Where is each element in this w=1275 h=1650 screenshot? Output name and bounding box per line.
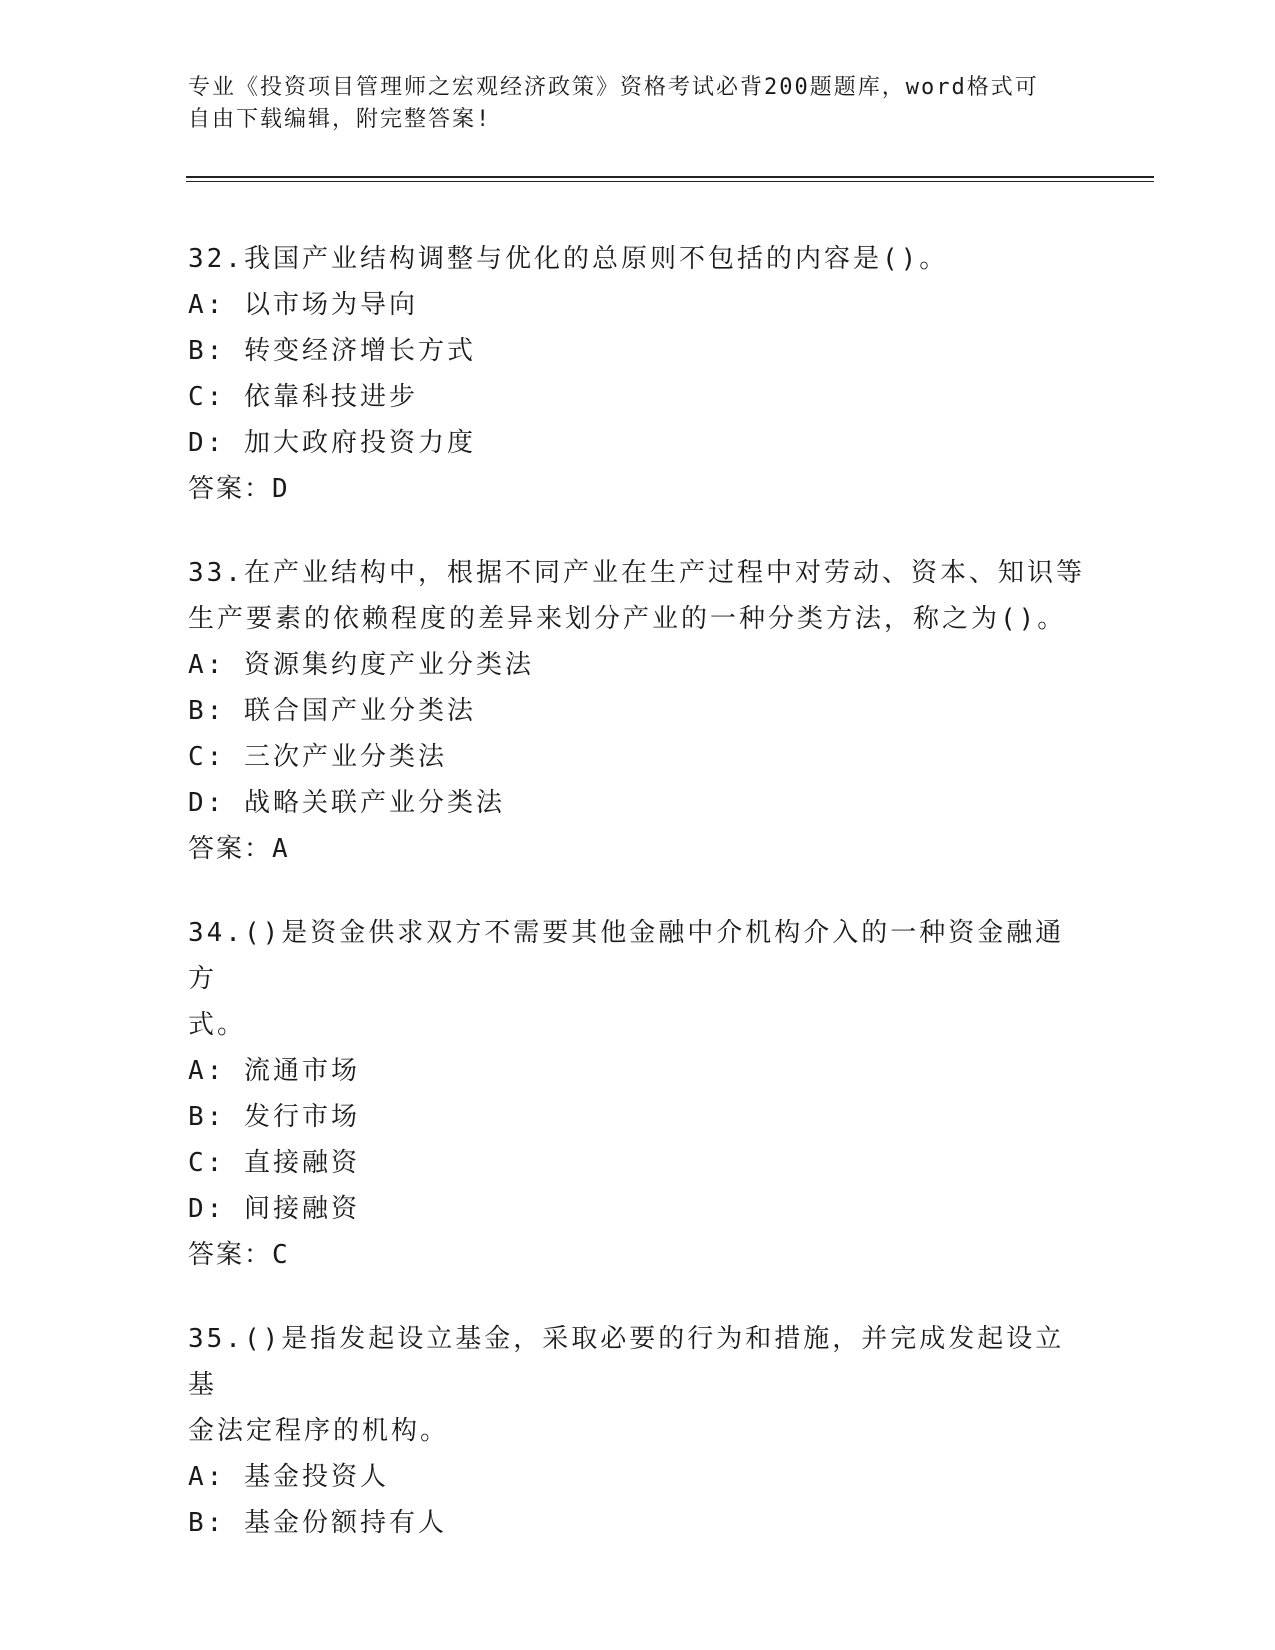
- question-stem: 32.我国产业结构调整与优化的总原则不包括的内容是()。: [188, 244, 949, 274]
- option-d: D: 战略关联产业分类法: [188, 788, 505, 818]
- option-b: B: 联合国产业分类法: [188, 696, 476, 726]
- option-c: C: 三次产业分类法: [188, 742, 447, 772]
- question-stem-line-2: 金法定程序的机构。: [188, 1416, 450, 1446]
- answer-label: 答案：: [188, 474, 273, 504]
- option-b: B: 基金份额持有人: [188, 1508, 447, 1538]
- answer-label: 答案：: [188, 834, 273, 864]
- header-line-2: 自由下载编辑，附完整答案!: [188, 107, 492, 132]
- question-32: [188, 236, 1088, 512]
- question-list: [188, 236, 1088, 1584]
- answer-line: [188, 826, 1088, 872]
- option-d: D: 间接融资: [188, 1194, 360, 1224]
- question-stem-line-2: 生产要素的依赖程度的差异来划分产业的一种分类方法，称之为()。: [188, 604, 1067, 634]
- question-stem-line-1: 33.在产业结构中，根据不同产业在生产过程中对劳动、资本、知识等: [188, 558, 1085, 588]
- option-b: B: 发行市场: [188, 1102, 360, 1132]
- header-line-1: 专业《投资项目管理师之宏观经济政策》资格考试必背200题题库，word格式可: [188, 75, 1039, 100]
- answer-value: D: [272, 474, 290, 504]
- option-c: C: 直接融资: [188, 1148, 360, 1178]
- option-a: A: 以市场为导向: [188, 290, 418, 320]
- question-35: [188, 1316, 1088, 1546]
- answer-line: [188, 466, 1088, 512]
- option-c: C: 依靠科技进步: [188, 382, 418, 412]
- header-divider-thin: [186, 181, 1154, 182]
- option-b: B: 转变经济增长方式: [188, 336, 476, 366]
- option-a: A: 基金投资人: [188, 1462, 389, 1492]
- option-a: A: 资源集约度产业分类法: [188, 650, 534, 680]
- question-stem-line-2: 式。: [188, 1010, 247, 1040]
- answer-line: [188, 1232, 1088, 1278]
- option-d: D: 加大政府投资力度: [188, 428, 476, 458]
- question-stem-line-1: 35.()是指发起设立基金，采取必要的行为和措施，并完成发起设立基: [188, 1324, 1065, 1400]
- answer-value: A: [272, 834, 290, 864]
- answer-value: C: [272, 1240, 290, 1270]
- answer-label: 答案：: [188, 1240, 273, 1270]
- document-header: [188, 72, 1088, 136]
- header-divider-thick: [186, 176, 1154, 178]
- question-34: [188, 910, 1088, 1278]
- question-stem-line-1: 34.()是资金供求双方不需要其他金融中介机构介入的一种资金融通方: [188, 918, 1065, 994]
- question-33: [188, 550, 1088, 872]
- option-a: A: 流通市场: [188, 1056, 360, 1086]
